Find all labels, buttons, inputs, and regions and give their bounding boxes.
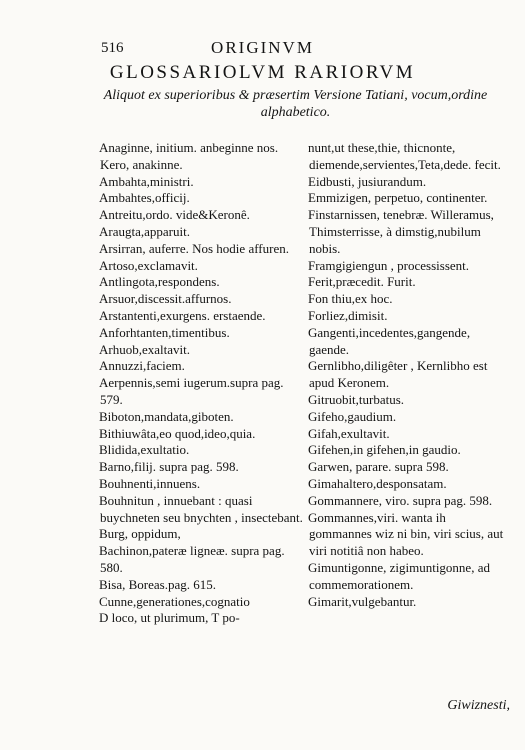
glossary-entry: Arstantenti,exurgens. erstaende.	[99, 307, 266, 323]
glossary-entry: Gommannere, viro. supra pag. 598.	[308, 492, 493, 508]
glossary-entry: Ambahta,ministri.	[99, 173, 194, 189]
glossary-entry: Bachinon,pateræ ligneæ. supra pag. 580.	[99, 543, 285, 575]
glossary-entry: Gifeho,gaudium.	[308, 408, 397, 424]
glossary-entry: Araugta,apparuit.	[99, 223, 190, 239]
glossary-entry: Eidbusti, jusiurandum.	[308, 173, 427, 189]
glossary-entry: Cunne,generationes,cognatio	[99, 593, 250, 609]
catchword: Giwiznesti,	[447, 698, 510, 713]
right-column	[309, 140, 504, 610]
glossary-entry: Bithiuwâta,eo quod,ideo,quia.	[99, 425, 256, 441]
glossary-entry: Anforhtanten,timentibus.	[99, 324, 230, 340]
glossary-entry: Antlingota,respondens.	[99, 274, 220, 290]
glossary-entry: Gifehen,in gifehen,in gaudio.	[308, 442, 461, 458]
running-head: ORIGINVM	[211, 38, 314, 57]
glossary-entry: Gifah,exultavit.	[308, 425, 390, 441]
glossary-entry: Blidida,exultatio.	[99, 442, 190, 458]
glossary-entry: Burg, oppidum,	[99, 526, 181, 542]
glossary-entry: Emmizigen, perpetuo, continenter.	[308, 190, 488, 206]
glossary-title: GLOSSARIOLVM RARIORVM	[109, 62, 416, 83]
glossary-entry: Gimahaltero,desponsatam.	[308, 475, 447, 491]
glossary-entry: Bisa, Boreas.pag. 615.	[99, 576, 216, 592]
glossary-entry: Gommannes,viri. wanta ih gommannes wiz ni bin, viri scius, aut viri notitiâ non habeo.	[308, 509, 504, 559]
glossary-entry: Gitruobit,turbatus.	[308, 391, 405, 407]
glossary-entry: Fon thiu,ex hoc.	[308, 291, 393, 307]
left-column	[100, 140, 305, 627]
glossary-entry: Arhuob,exaltavit.	[99, 341, 190, 357]
glossary-entry: Gimuntigonne, zigimuntigonne, ad commemorationem.	[308, 559, 490, 592]
glossary-entry: Gernlibho,diligêter , Kernlibho est apud Keronem.	[308, 358, 488, 391]
glossary-entry: Bouhnenti,innuens.	[99, 475, 201, 491]
glossary-entry: nunt,ut these,thie, thicnonte, diemende,servientes,Teta,dede. fecit.	[308, 140, 501, 172]
glossary-entry: D loco, ut plurimum, T po-	[99, 610, 240, 626]
glossary-entry: Ferit,præcedit. Furit.	[308, 274, 416, 290]
glossary-entry: Arsuor,discessit.affurnos.	[99, 291, 232, 307]
glossary-entry: Garwen, parare. supra 598.	[308, 459, 449, 475]
glossary-entry: Gimarit,vulgebantur.	[308, 593, 417, 609]
glossary-entry: Biboton,mandata,giboten.	[99, 408, 234, 424]
glossary-entry: Annuzzi,faciem.	[99, 358, 185, 374]
glossary-entry: Barno,filij. supra pag. 598.	[99, 459, 239, 475]
glossary-entry: Gangenti,incedentes,gangende, gaende.	[308, 324, 471, 357]
glossary-entry: Aerpennis,semi iugerum.supra pag. 579.	[99, 375, 284, 407]
page-number: 516	[101, 40, 124, 56]
glossary-entry: Framgigiengun , processissent.	[308, 257, 470, 273]
glossary-entry: Finstarnissen, tenebræ. Willeramus, Thimsterrisse, à dimstig,nubilum nobis.	[308, 207, 494, 256]
glossary-entry: Arsirran, auferre. Nos hodie affuren.	[99, 240, 289, 256]
glossary-entry: Artoso,exclamavit.	[99, 257, 198, 273]
glossary-entry: Anaginne, initium. anbeginne nos. Kero, anakinne.	[99, 140, 279, 172]
glossary-entry: Antreitu,ordo. vide&Keronê.	[99, 207, 250, 223]
glossary-entry: Forliez,dimisit.	[308, 307, 388, 323]
glossary-subtitle: Aliquot ex superioribus & præsertim Versione Tatiani, vocum,ordine alphabetico.	[103, 88, 488, 120]
glossary-entry: Ambahtes,officij.	[99, 190, 190, 206]
glossary-entry: Bouhnitun , innuebant : quasi buychneten seu bnychten , insectebant.	[99, 492, 303, 525]
